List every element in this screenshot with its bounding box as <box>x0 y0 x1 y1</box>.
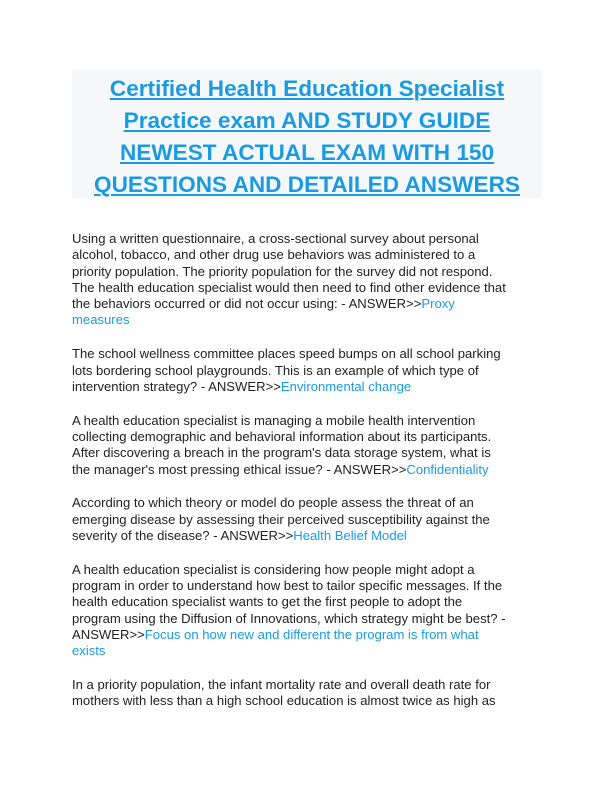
question-line <box>72 528 542 544</box>
title-line: QUESTIONS AND DETAILED ANSWERS <box>94 172 520 197</box>
answer-line: exists <box>72 643 106 659</box>
question-line: health education specialist wants to get the first people to adopt the <box>72 594 463 610</box>
question-line: program using the Diffusion of Innovations, which strategy might be best? - <box>72 610 506 626</box>
question-line: mothers with less than a high school education is almost twice as high as <box>72 693 496 709</box>
question-line: collecting demographic and behavioral information about its participants. <box>72 428 492 444</box>
question-item <box>72 562 542 660</box>
question-line: A health education specialist is considering how people might adopt a <box>72 561 475 577</box>
question-line <box>72 462 542 478</box>
question-item <box>72 413 542 478</box>
question-line <box>72 296 542 312</box>
question-item <box>72 346 542 395</box>
question-item <box>72 495 542 544</box>
answer-text: Environmental change <box>280 378 412 394</box>
question-line: According to which theory or model do people assess the threat of an <box>72 495 474 511</box>
question-text: the manager's most pressing ethical issue? - ANSWER>> <box>72 461 407 477</box>
question-line <box>72 379 542 395</box>
question-line: priority population. The priority population for the survey did not respond. <box>72 263 493 279</box>
question-line <box>72 627 542 643</box>
title-block <box>72 70 542 198</box>
title-line: NEWEST ACTUAL EXAM WITH 150 <box>119 140 495 165</box>
question-text: severity of the disease? - ANSWER>> <box>72 527 294 543</box>
question-item <box>72 677 542 710</box>
question-line: emerging disease by assessing their perceived susceptibility against the <box>72 511 490 527</box>
question-line: The health education specialist would then need to find other evidence that <box>72 279 506 295</box>
title-line: Certified Health Education Specialist <box>109 76 505 101</box>
question-text: intervention strategy? - ANSWER>> <box>72 378 281 394</box>
answer-text: Confidentiality <box>406 461 489 477</box>
answer-text: Health Belief Model <box>293 527 407 543</box>
answer-text: Focus on how new and different the program is from what <box>144 626 479 642</box>
answer-line: measures <box>72 312 130 328</box>
question-line: lots bordering school playgrounds. This is an example of which type of <box>72 362 479 378</box>
title-line: Practice exam AND STUDY GUIDE <box>123 108 491 133</box>
document-title[interactable] <box>72 70 542 201</box>
question-line: Using a written questionnaire, a cross-sectional survey about personal <box>72 231 479 246</box>
question-line: In a priority population, the infant mortality rate and overall death rate for <box>72 677 491 693</box>
question-list <box>72 231 542 727</box>
question-line: The school wellness committee places speed bumps on all school parking <box>72 346 501 362</box>
question-line: A health education specialist is managing a mobile health intervention <box>72 412 476 428</box>
question-line: program in order to understand how best to tailor specific messages. If the <box>72 578 503 594</box>
question-line: alcohol, tobacco, and other drug use behaviors was administered to a <box>72 247 476 263</box>
question-text: the behaviors occurred or did not occur using: - ANSWER>> <box>72 296 422 312</box>
question-item <box>72 231 542 329</box>
question-line: After discovering a breach in the program's data storage system, what is <box>72 445 491 461</box>
question-text: ANSWER>> <box>72 626 145 642</box>
answer-text: Proxy <box>421 296 455 312</box>
